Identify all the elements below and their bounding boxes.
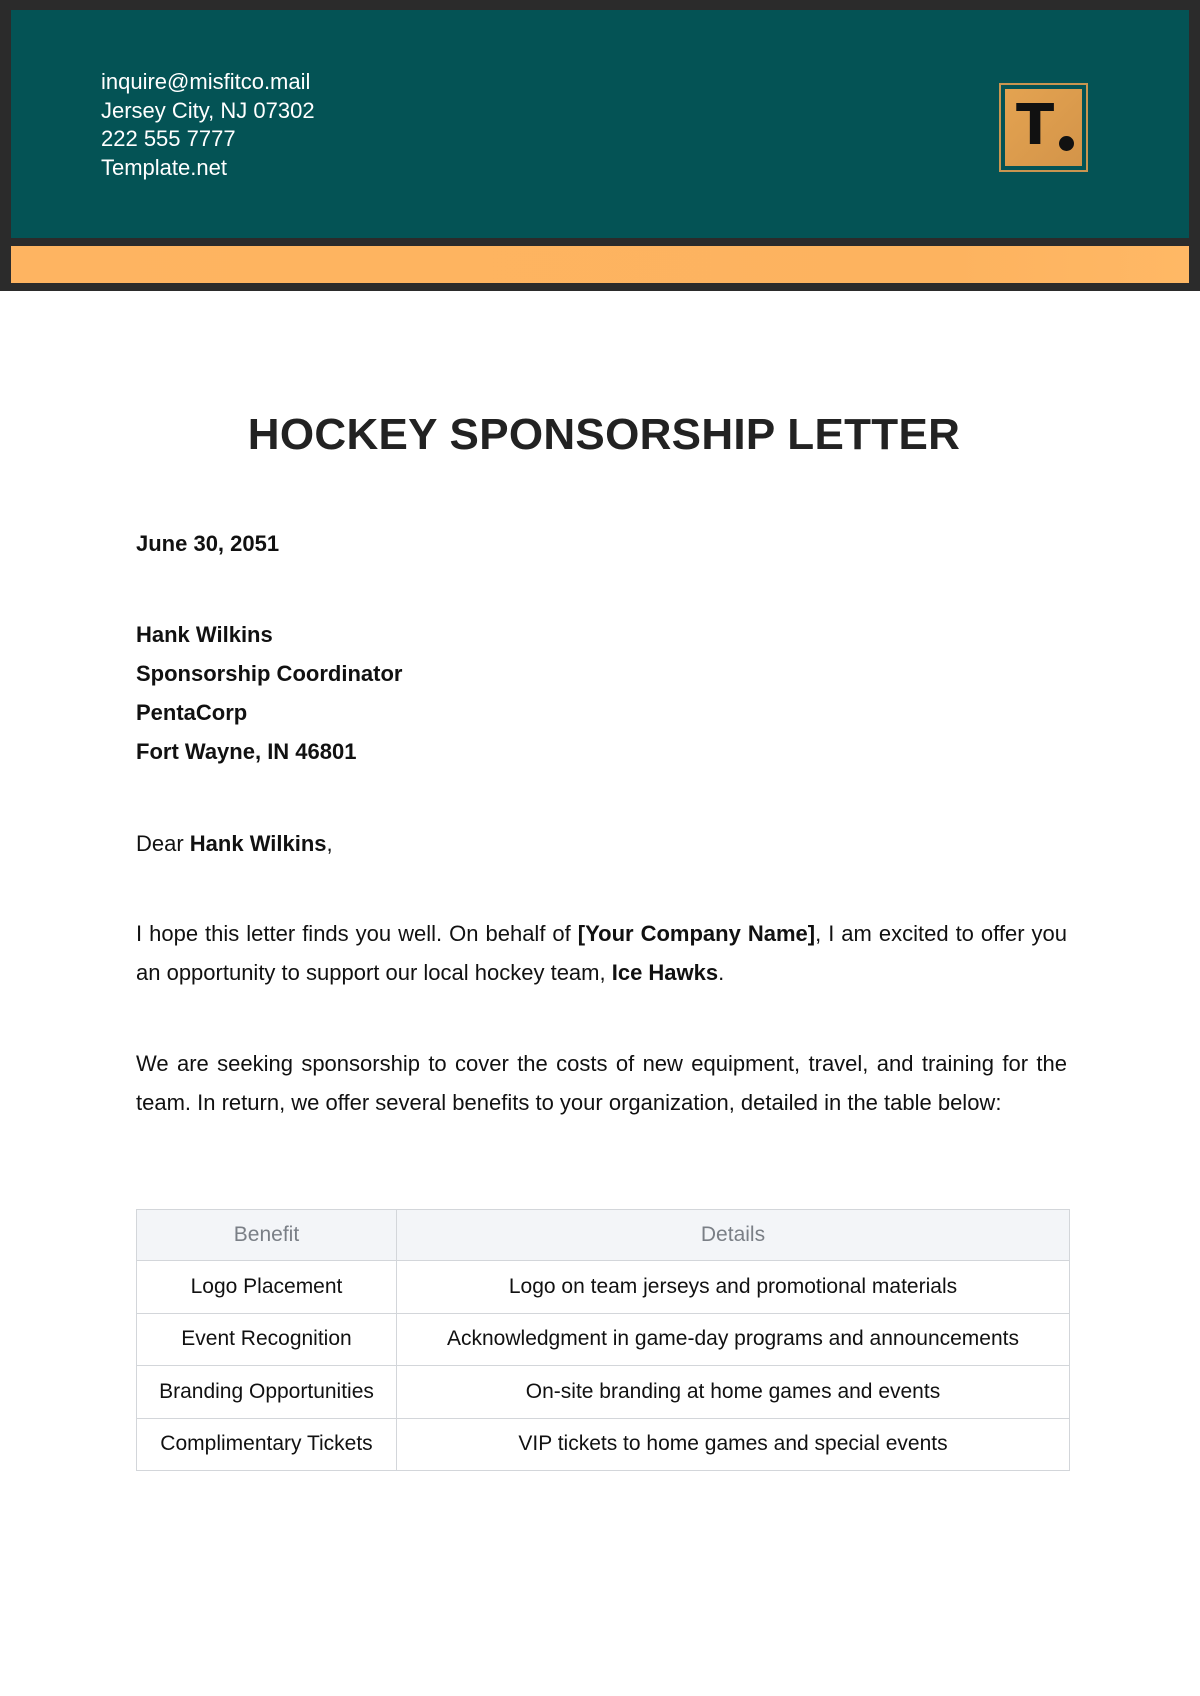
recipient-location: Fort Wayne, IN 46801 <box>136 739 357 764</box>
company-placeholder: [Your Company Name] <box>577 921 816 946</box>
contact-phone: 222 555 7777 <box>101 126 236 151</box>
recipient-position: Sponsorship Coordinator <box>136 661 403 686</box>
table-header-row <box>137 1210 1070 1261</box>
recipient-company: PentaCorp <box>136 700 248 725</box>
logo-tile <box>1005 89 1082 166</box>
contact-info <box>101 68 315 182</box>
benefits-table <box>136 1209 1070 1471</box>
greeting-prefix: Dear <box>136 831 190 856</box>
benefit-cell: Event Recognition <box>137 1313 397 1366</box>
intro-text-2: , I am excited to offer you an opportunity to support our local hockey team, <box>136 921 1068 985</box>
header-benefit: Benefit <box>137 1210 397 1261</box>
details-cell: VIP tickets to home games and special events <box>397 1418 1070 1471</box>
benefit-cell: Complimentary Tickets <box>137 1418 397 1471</box>
greeting-name: Hank Wilkins <box>189 831 327 856</box>
intro-paragraph <box>136 914 1067 992</box>
logo-dot <box>1059 136 1074 151</box>
contact-email: inquire@misfitco.mail <box>101 69 311 94</box>
accent-strip <box>11 246 1189 283</box>
contact-website: Template.net <box>101 154 227 180</box>
contact-address: Jersey City, NJ 07302 <box>101 97 315 123</box>
sponsorship-paragraph: We are seeking sponsorship to cover the costs of new equipment, travel, and training for the team. In return, we offer several benefits to your organization, detailed in the table below: <box>136 1051 1067 1115</box>
table-row <box>137 1261 1070 1314</box>
greeting <box>136 824 1067 863</box>
intro-text-1: I hope this letter finds you well. On behalf of <box>136 921 578 946</box>
letter-date: June 30, 2051 <box>136 531 280 556</box>
header-details: Details <box>397 1210 1070 1261</box>
table-row <box>137 1313 1070 1366</box>
greeting-suffix: , <box>326 831 333 856</box>
template-logo-icon <box>999 83 1088 172</box>
details-cell: Logo on team jerseys and promotional materials <box>397 1261 1070 1314</box>
benefit-cell: Branding Opportunities <box>137 1366 397 1419</box>
recipient-name: Hank Wilkins <box>136 622 273 647</box>
table-row <box>137 1418 1070 1471</box>
table-row <box>137 1366 1070 1419</box>
benefit-cell: Logo Placement <box>137 1261 397 1314</box>
details-cell: Acknowledgment in game-day programs and announcements <box>397 1313 1070 1366</box>
team-name: Ice Hawks <box>611 960 719 985</box>
recipient-block <box>136 615 1067 771</box>
logo-letter: T <box>1016 93 1053 158</box>
details-cell: On-site branding at home games and events <box>397 1366 1070 1419</box>
document-title: HOCKEY SPONSORSHIP LETTER <box>247 410 961 459</box>
intro-text-3: . <box>718 960 725 985</box>
header <box>0 0 1200 291</box>
